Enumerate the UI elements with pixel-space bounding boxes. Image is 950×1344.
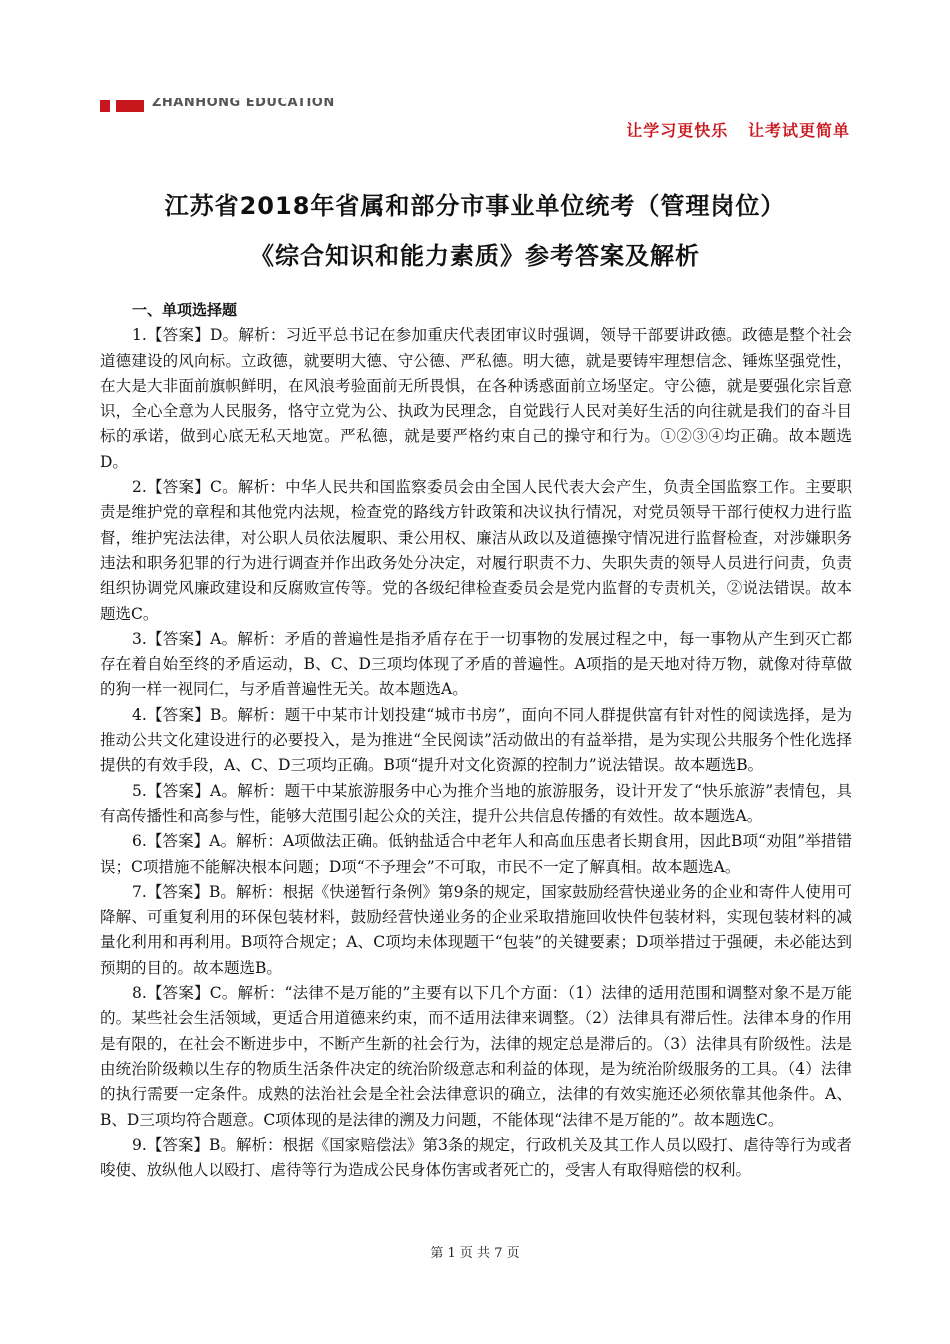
section-heading: 一、单项选择题 [132,301,238,319]
logo-text: ZHANHONG EDUCATION [152,98,335,110]
header-slogan: 让学习更快乐 让考试更简单 [626,121,850,140]
answer-paragraph-9: 9.【答案】B。解析：根据《国家赔偿法》第3条的规定，行政机关及其工作人员以殴打、虐待等行为或者唆使、放纵他人以殴打、虐待等行为造成公民身体伤害或者死亡的，受害人有取得赔偿的权利。 [100,1135,852,1180]
answer-paragraph-2: 2.【答案】C。解析：中华人民共和国监察委员会由全国人民代表大会产生，负责全国监察工作。主要职责是维护党的章程和其他党内法规，检查党的路线方针政策和决议执行情况，对党员领导干部行使权力进行监督，维护宪法法律，对公职人员依法履职、秉公用权、廉洁从政以及道德操守情况进行监督检查，对涉嫌职务违法和职务犯罪的行为进行调查并作出政务处分决定，对履行职责不力、失职失责的领导人员进行问责，负责组织协调党风廉政建设和反腐败宣传等。党的各级纪律检查委员会是党内监督的专责机关，②说法错误。故本题选C。 [100,478,852,623]
document-body [100,298,852,1183]
answer-paragraph-5: 5.【答案】A。解析：题干中某旅游服务中心为推介当地的旅游服务，设计开发了“快乐旅游”表情包，具有高传播性和高参与性，能够大范围引起公众的关注，提升公共信息传播的有效性。故本题选A。 [100,781,852,825]
answer-paragraph-8: 8.【答案】C。解析：“法律不是万能的”主要有以下几个方面：（1）法律的适用范围和调整对象不是万能的。某些社会生活领域，更适合用道德来约束，而不适用法律来调整。（2）法律具有滞后性。法律本身的作用是有限的，在社会不断进步中，不断产生新的社会行为，法律的规定总是滞后的。（3）法律具有阶级性。法是由统治阶级赖以生存的物质生活条件决定的统治阶级意志和利益的体现，是为统治阶级服务的工具。（4）法律的执行需要一定条件。成熟的法治社会是全社会法律意识的确立，法律的有效实施还必须依靠其他条件。A、B、D三项均符合题意。C项体现的是法律的溯及力问题，不能体现“法律不是万能的”。故本题选C。 [100,984,852,1129]
answer-paragraph-3: 3.【答案】A。解析：矛盾的普遍性是指矛盾存在于一切事物的发展过程之中，每一事物从产生到灭亡都存在着自始至终的矛盾运动，B、C、D三项均体现了矛盾的普遍性。A项指的是天地对待万物，就像对待草做的狗一样一视同仁，与矛盾普遍性无关。故本题选A。 [100,629,852,699]
answer-paragraph-7: 7.【答案】B。解析：根据《快递暂行条例》第9条的规定，国家鼓励经营快递业务的企业和寄件人使用可降解、可重复利用的环保包装材料，鼓励经营快递业务的企业采取措施回收快件包装材料，实现包装材料的减量化利用和再利用。B项符合规定；A、C项均未体现题干“包装”的关键要素；D项举措过于强硬，未必能达到预期的目的。故本题选B。 [100,882,852,977]
logo-bar-right [116,100,144,112]
answer-paragraph-4: 4.【答案】B。解析：题干中某市计划投建“城市书房”，面向不同人群提供富有针对性的阅读选择，是为推动公共文化建设进行的必要投入，是为推进“全民阅读”活动做出的有益举措，是为实现公共服务个性化选择提供的有效手段，A、C、D三项均正确。B项“提升对文化资源的控制力”说法错误。故本题选B。 [100,705,852,775]
logo-bar-left [100,100,110,112]
logo-mark [100,100,144,112]
answer-paragraph-1: 1.【答案】D。解析：习近平总书记在参加重庆代表团审议时强调，领导干部要讲政德。政德是整个社会道德建设的风向标。立政德，就要明大德、守公德、严私德。明大德，就是要铸牢理想信念、锤炼坚强党性，在大是大非面前旗帜鲜明，在风浪考验面前无所畏惧，在各种诱惑面前立场坚定。守公德，就是要强化宗旨意识，全心全意为人民服务，恪守立党为公、执政为民理念，自觉践行人民对美好生活的向往就是我们的奋斗目标的承诺，做到心底无私天地宽。严私德，就是要严格约束自己的操守和行为。①②③④均正确。故本题选D。 [100,326,852,471]
answer-paragraph-6: 6.【答案】A。解析：A项做法正确。低钠盐适合中老年人和高血压患者长期食用，因此B项“劝阻”举措错误；C项措施不能解决根本问题；D项“不予理会”不可取，市民不一定了解真相。故本题选A。 [100,832,852,876]
document-title-line1: 江苏省2018年省属和部分市事业单位统考（管理岗位） [164,192,786,220]
page-footer: 第 1 页 共 7 页 [430,1246,520,1261]
document-title-line2: 《综合知识和能力素质》参考答案及解析 [250,242,700,270]
